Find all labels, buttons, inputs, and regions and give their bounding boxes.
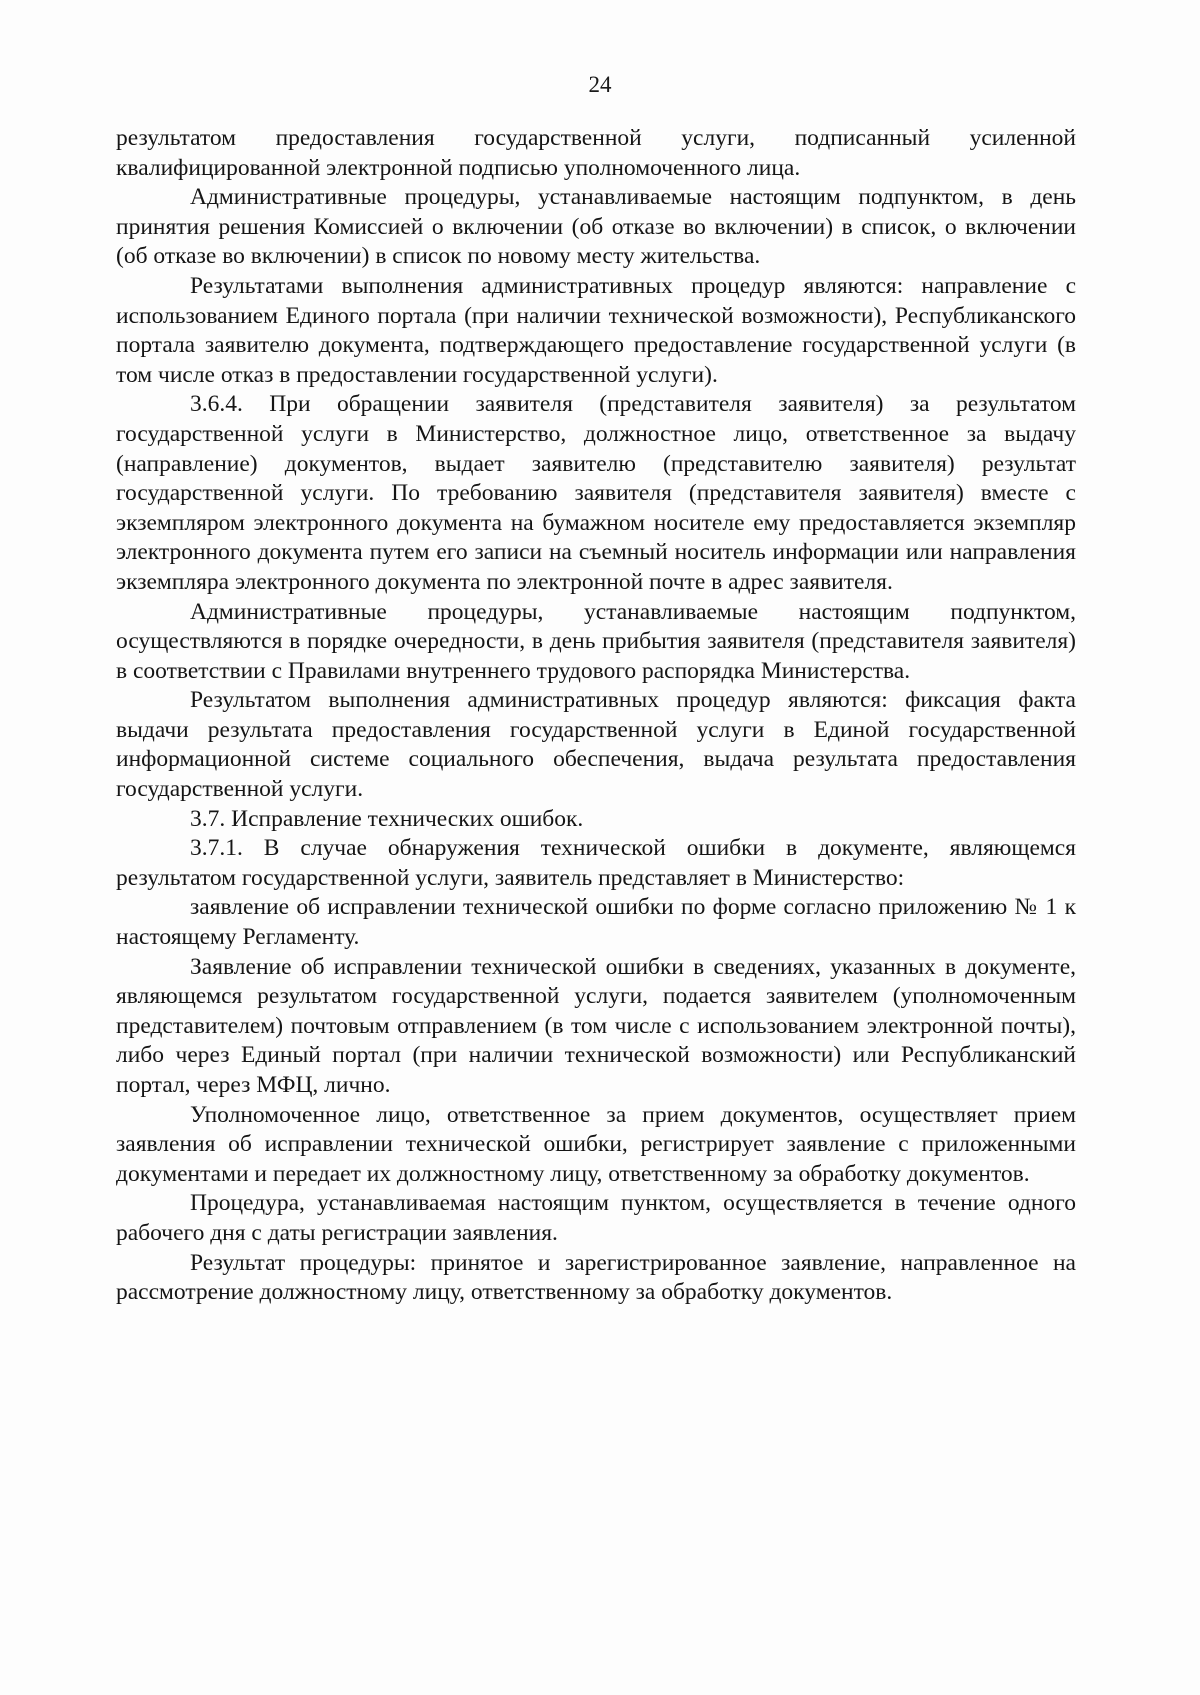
paragraph-application-submission: Заявление об исправлении технической ошибки в сведениях, указанных в документе, являющемся результатом государственной услуги, подается заявителем (уполномоченным представителем) почтовым отправлением (в том числе с использованием электронной почты), либо через Единый портал (при наличии технической возможности) или Республиканский портал, через МФЦ, лично. xyxy=(116,953,1076,1098)
paragraph-procedure-timing: Процедура, устанавливаемая настоящим пунктом, осуществляется в течение одного рабочего дня с даты регистрации заявления. xyxy=(116,1190,1076,1246)
paragraph-admin-procedures-order: Административные процедуры, устанавливаемые настоящим подпунктом, осуществляются в порядке очередности, в день прибытия заявителя (представителя заявителя) в соответствии с Правилами внутреннего трудового распорядка Министерства. xyxy=(116,598,1076,684)
document-body xyxy=(116,124,1076,1308)
paragraph-3-6-4: 3.6.4. При обращении заявителя (представителя заявителя) за результатом государственной услуги в Министерство, должностное лицо, ответственное за выдачу (направление) документов, выдает заявителю (представителю заявителя) результат государственной услуги. По требованию заявителя (представителя заявителя) вместе с экземпляром электронного документа на бумажном носителе ему предоставляется экземпляр электронного документа путем его записи на съемный носитель информации или направления экземпляра электронного документа по электронной почте в адрес заявителя. xyxy=(116,391,1076,595)
paragraph-continuation: результатом предоставления государственной услуги, подписанный усиленной квалифицированной электронной подписью уполномоченного лица. xyxy=(116,125,1076,181)
paragraph-procedure-results: Результатами выполнения административных процедур являются: направление с использованием Единого портала (при наличии технической возможности), Республиканского портала заявителю документа, подтверждающего предоставление государственной услуги (в том числе отказ в предоставлении государственной услуги). xyxy=(116,272,1076,388)
page-number: 24 xyxy=(588,72,612,97)
section-heading-3-7: 3.7. Исправление технических ошибок. xyxy=(190,805,584,832)
paragraph-admin-procedures-deadline: Административные процедуры, устанавливаемые настоящим подпунктом, в день принятия решения Комиссией о включении (об отказе во включении) в список, о включении (об отказе во включении) в список по новому месту жительства. xyxy=(116,184,1076,270)
paragraph-authorized-person: Уполномоченное лицо, ответственное за прием документов, осуществляет прием заявления об исправлении технической ошибки, регистрирует заявление с приложенными документами и передает их должностному лицу, ответственному за обработку документов. xyxy=(116,1101,1076,1187)
paragraph-results-fixation: Результатом выполнения административных процедур являются: фиксация факта выдачи результата предоставления государственной услуги в Единой государственной информационной системе социального обеспечения, выдача результата предоставления государственной услуги. xyxy=(116,687,1076,803)
paragraph-3-7-1: 3.7.1. В случае обнаружения технической ошибки в документе, являющемся результатом государственной услуги, заявитель представляет в Министерство: xyxy=(116,835,1076,891)
paragraph-application-form: заявление об исправлении технической ошибки по форме согласно приложению № 1 к настоящему Регламенту. xyxy=(116,894,1076,951)
paragraph-procedure-result: Результат процедуры: принятое и зарегистрированное заявление, направленное на рассмотрение должностному лицу, ответственному за обработку документов. xyxy=(116,1249,1076,1306)
